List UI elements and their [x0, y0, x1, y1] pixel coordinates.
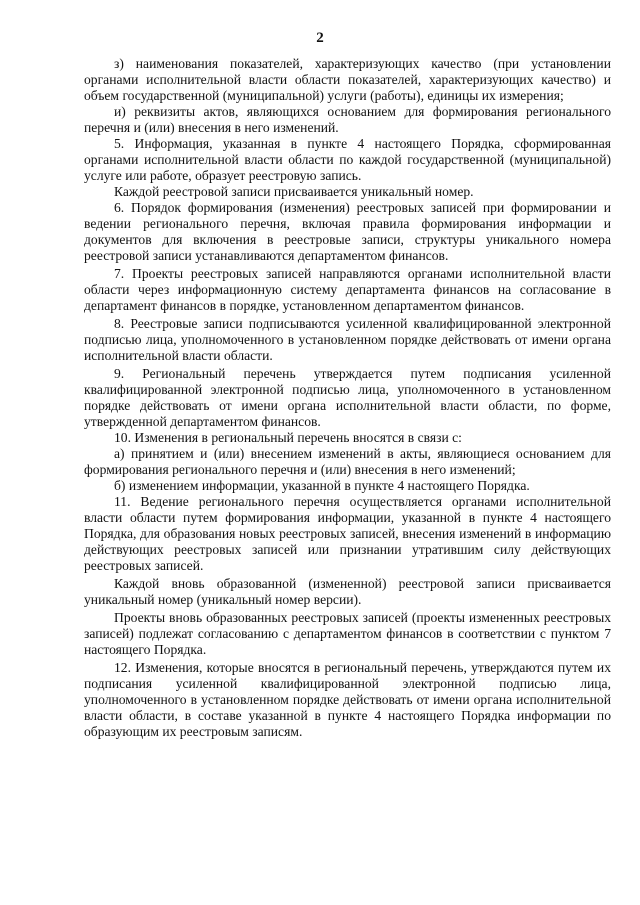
paragraph-7: 7. Проекты реестровых записей направляются органами исполнительной власти области через информационную систему департамента финансов на согласование в департамент финансов в порядке, установленном департаментом финансов.: [84, 266, 611, 313]
paragraph-11-projects: Проекты вновь образованных реестровых записей (проекты измененных реестровых записей) подлежат согласованию с департаментом финансов в соответствии с пунктом 7 настоящего Порядка.: [84, 610, 611, 657]
page-number: 2: [316, 30, 324, 46]
paragraph-12: 12. Изменения, которые вносятся в региональный перечень, утверждаются путем их подписания усиленной квалифицированной электронной подписью лица, уполномоченного в установленном порядке действовать от имени органа исполнительной власти области, в составе указанной в пункте 4 настоящего Порядка информации по образующим их реестровым записям.: [84, 660, 611, 739]
paragraph-6: 6. Порядок формирования (изменения) реестровых записей при формировании и ведении регионального перечня, включая правила формирования информации и документов для включения в реестровые записи, структуры уникального номера реестровой записи устанавливаются департаментом финансов.: [84, 200, 611, 263]
paragraph-8: 8. Реестровые записи подписываются усиленной квалифицированной электронной подписью лица, уполномоченного в установленном порядке действовать от имени органа исполнительной власти области.: [84, 316, 611, 363]
paragraph-9: 9. Региональный перечень утверждается путем подписания усиленной квалифицированной электронной подписью лица, уполномоченного в установленном порядке действовать от имени органа исполнительной власти области, по форме, утвержденной департаментом финансов.: [84, 366, 611, 429]
paragraph-item-i: и) реквизиты актов, являющихся основанием для формирования регионального перечня и (или) внесения в него изменений.: [84, 104, 611, 135]
paragraph-10: 10. Изменения в региональный перечень вносятся в связи с:: [114, 430, 462, 445]
paragraph-5: 5. Информация, указанная в пункте 4 настоящего Порядка, сформированная органами исполнительной власти области по каждой государственной (муниципальной) услуге или работе, образует реестровую запись.: [84, 136, 611, 183]
paragraph-11-note: Каждой вновь образованной (измененной) реестровой записи присваивается уникальный номер (уникальный номер версии).: [84, 576, 611, 607]
paragraph-10-b: б) изменением информации, указанной в пункте 4 настоящего Порядка.: [114, 478, 530, 493]
paragraph-11: 11. Ведение регионального перечня осуществляется органами исполнительной власти области путем формирования информации, указанной в пункте 4 настоящего Порядка, для образования новых реестровых записей, внесения изменений в информацию действующих реестровых записей или признании утратившим силу действующих реестровых записей.: [84, 494, 611, 573]
paragraph-5-note: Каждой реестровой записи присваивается уникальный номер.: [114, 184, 474, 199]
paragraph-item-z: з) наименования показателей, характеризующих качество (при установлении органами исполнительной власти области показателей, характеризующих качество) и объем государственной (муниципальной) услуги (работы), единицы их измерения;: [84, 56, 611, 103]
document-body: [84, 56, 611, 740]
paragraph-10-a: а) принятием и (или) внесением изменений в акты, являющиеся основанием для формирования регионального перечня и (или) внесения в него изменений;: [84, 446, 611, 477]
